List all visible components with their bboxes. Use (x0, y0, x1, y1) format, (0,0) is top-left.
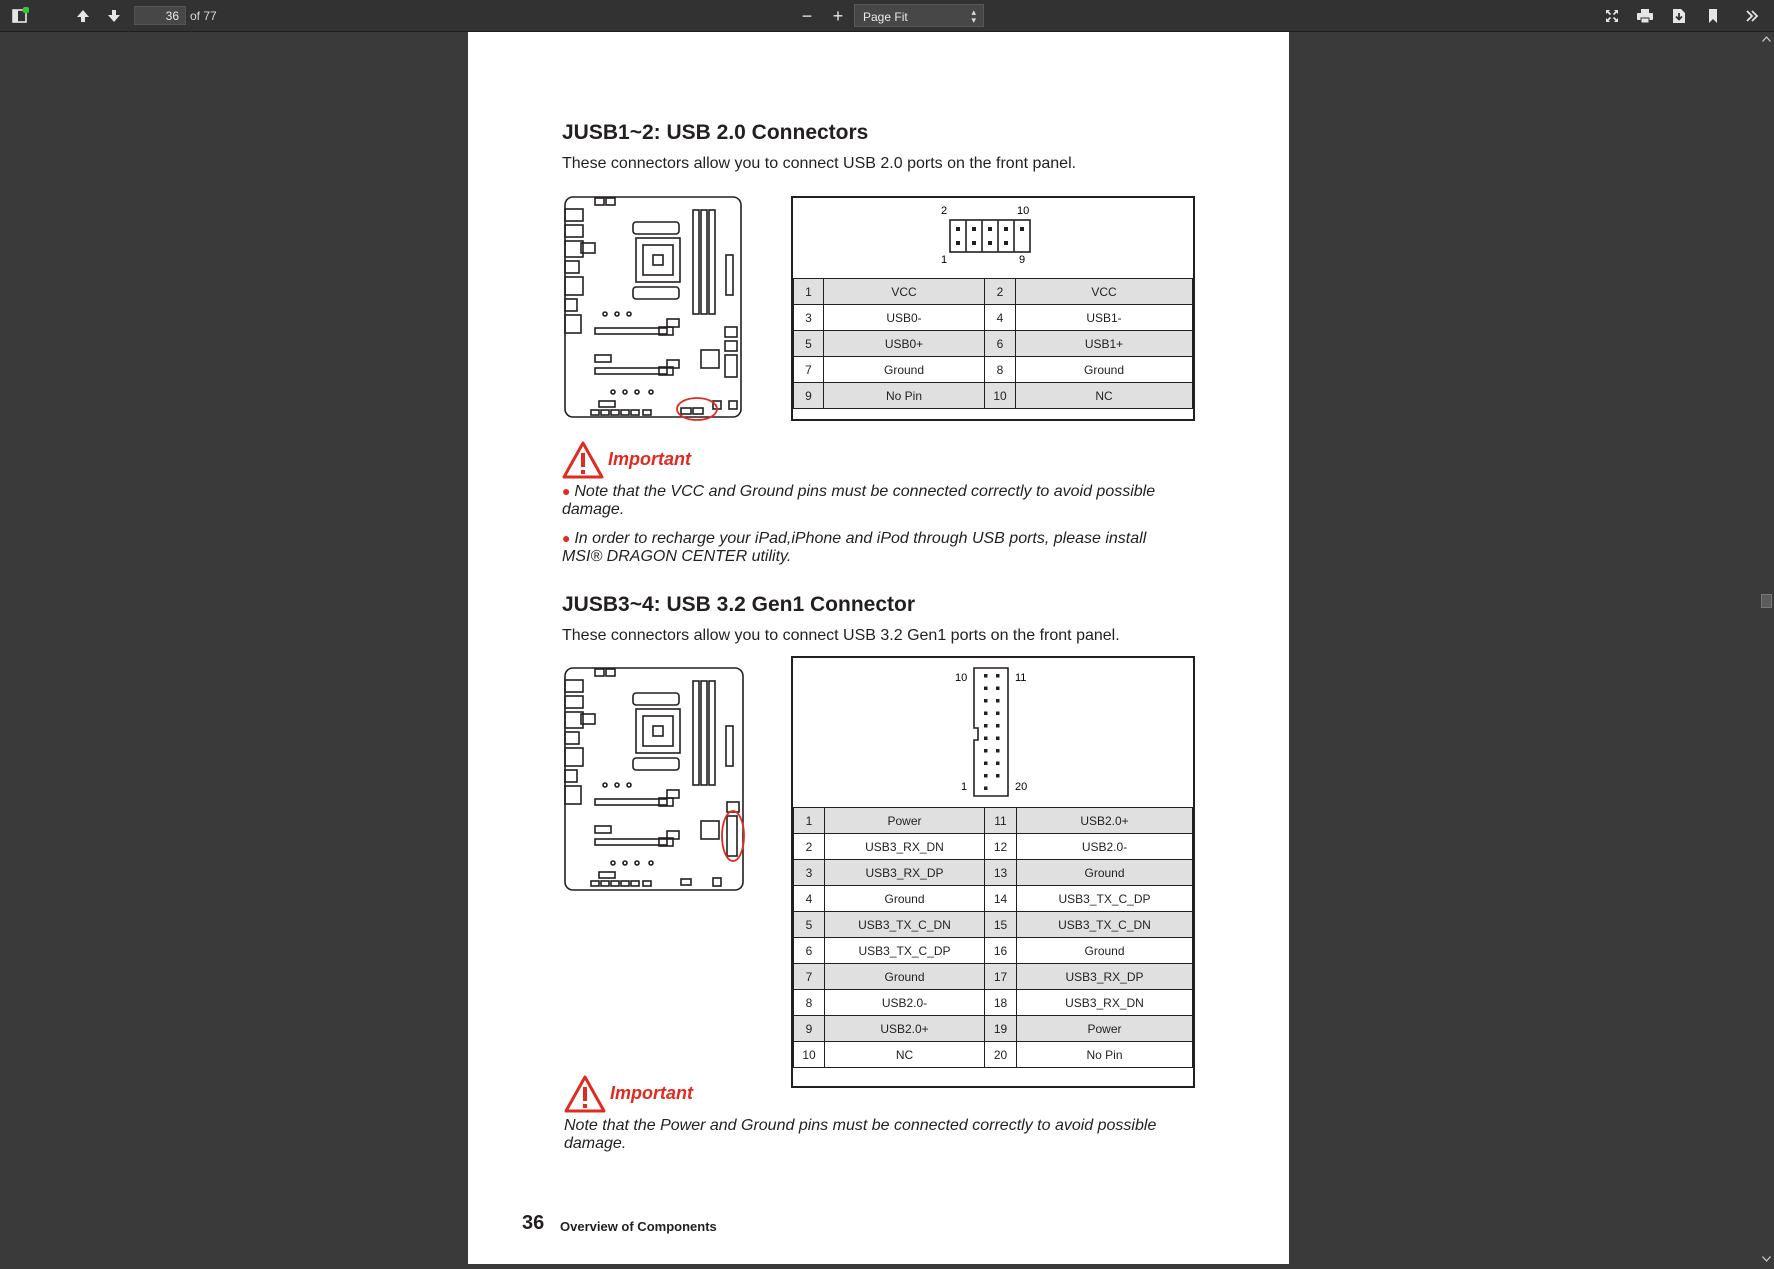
table-cell: 19 (985, 1016, 1017, 1042)
pdf-page (468, 32, 1289, 1264)
table-cell: 4 (985, 305, 1016, 331)
table-row (794, 834, 1193, 860)
table-cell: Ground (824, 357, 985, 383)
header-pin (984, 699, 988, 703)
select-arrows-icon: ▴ ▾ (971, 7, 976, 25)
table-row (794, 990, 1193, 1016)
table-cell: USB3_RX_DN (825, 834, 985, 860)
motherboard-diagram-usb3 (563, 666, 763, 896)
table-cell: 7 (794, 964, 825, 990)
table-cell: USB1+ (1016, 331, 1193, 357)
section-description-usb2: These connectors allow you to connect USB 2.0 ports on the front panel. (562, 155, 1077, 172)
important-note-2-text: In order to recharge your iPad,iPhone and iPod through USB ports, please install MSI® DRAGON CENTER utility. (562, 530, 1147, 565)
pin-label-top-right: 10 (1017, 205, 1030, 217)
table-cell: 5 (794, 912, 825, 938)
header-pin (996, 749, 1000, 753)
header-pin (984, 749, 988, 753)
table-cell: USB1- (1016, 305, 1193, 331)
zoom-in-button[interactable]: + (832, 5, 844, 26)
header-pin (984, 674, 988, 678)
pinout-table-usb2 (793, 278, 1193, 409)
header-pin (996, 762, 1000, 766)
table-cell: 9 (794, 1016, 825, 1042)
pin-label-bottom-left: 1 (941, 254, 948, 266)
table-cell: 15 (985, 912, 1017, 938)
table-row (794, 1016, 1193, 1042)
next-page-icon (106, 8, 122, 24)
important-title: Important (608, 449, 691, 469)
pdf-toolbar (0, 0, 1774, 32)
scroll-down-icon[interactable] (1762, 1256, 1771, 1262)
important-callout-usb2 (562, 441, 722, 481)
previous-page-button[interactable] (72, 0, 94, 32)
table-cell: Ground (825, 886, 985, 912)
table-cell: Power (825, 808, 985, 834)
table-cell: USB2.0+ (1017, 808, 1193, 834)
table-cell: VCC (1016, 279, 1193, 305)
presentation-mode-icon (1604, 8, 1620, 24)
page-number-input[interactable]: 36 (134, 6, 186, 25)
table-cell: USB3_TX_C_DN (1017, 912, 1193, 938)
header-pin (996, 674, 1000, 678)
bookmark-button[interactable] (1701, 0, 1725, 32)
table-row (794, 808, 1193, 834)
zoom-select[interactable] (854, 4, 984, 27)
table-row (794, 357, 1193, 383)
header-pin (984, 762, 988, 766)
header-pin (996, 712, 1000, 716)
table-cell: 17 (985, 964, 1017, 990)
header-pin (996, 699, 1000, 703)
table-cell: 9 (794, 383, 824, 409)
motherboard-diagram-usb2 (563, 195, 748, 423)
table-cell: Ground (825, 964, 985, 990)
previous-page-icon (75, 8, 91, 24)
table-cell: 2 (985, 279, 1016, 305)
header-pin (984, 774, 988, 778)
zoom-select-value: Page Fit (863, 10, 908, 24)
zoom-out-button[interactable]: − (801, 5, 813, 26)
table-cell: 5 (794, 331, 824, 357)
table-row (794, 860, 1193, 886)
table-cell: USB0+ (824, 331, 985, 357)
header-pin (996, 724, 1000, 728)
table-cell: 11 (985, 808, 1017, 834)
table-cell: 20 (985, 1042, 1017, 1068)
bullet-icon: ● (562, 530, 575, 546)
sidebar-toggle-icon (11, 7, 29, 25)
table-row (794, 912, 1193, 938)
table-cell: 16 (985, 938, 1017, 964)
table-cell: 8 (794, 990, 825, 1016)
header-pin (984, 687, 988, 691)
warning-icon (564, 1075, 606, 1113)
table-row (794, 886, 1193, 912)
table-row (794, 331, 1193, 357)
download-button[interactable] (1667, 0, 1691, 32)
table-cell: USB3_RX_DP (825, 860, 985, 886)
pin-label-bottom-right: 20 (1015, 781, 1028, 793)
usb2-header-diagram (949, 219, 1031, 253)
page-number: 36 (522, 1212, 545, 1234)
table-row (794, 279, 1193, 305)
table-row (794, 383, 1193, 409)
table-cell: 1 (794, 279, 824, 305)
table-cell: USB0- (824, 305, 985, 331)
table-row (794, 938, 1193, 964)
header-pin (996, 687, 1000, 691)
table-cell: No Pin (1017, 1042, 1193, 1068)
table-cell: 10 (794, 1042, 825, 1068)
scroll-thumb[interactable] (1761, 594, 1772, 608)
tools-menu-button[interactable] (1740, 0, 1764, 32)
important-note-3: Note that the Power and Ground pins must be connected correctly to avoid possible damage. (564, 1117, 1157, 1152)
table-cell: 18 (985, 990, 1017, 1016)
next-page-button[interactable] (103, 0, 125, 32)
print-icon (1636, 8, 1654, 24)
table-cell: 6 (794, 938, 825, 964)
tools-menu-icon (1744, 8, 1760, 24)
header-pin (984, 712, 988, 716)
scroll-up-icon[interactable] (1762, 36, 1771, 42)
table-row (794, 305, 1193, 331)
table-cell: 7 (794, 357, 824, 383)
table-cell: USB2.0- (1017, 834, 1193, 860)
page-count-label: of 77 (190, 9, 217, 23)
table-cell: Ground (1017, 860, 1193, 886)
table-cell: NC (1016, 383, 1193, 409)
section-title-usb2: JUSB1~2: USB 2.0 Connectors (562, 121, 869, 144)
table-row (794, 964, 1193, 990)
pin-label-bottom-left: 1 (961, 781, 968, 793)
download-icon (1672, 8, 1686, 24)
table-cell: 3 (794, 305, 824, 331)
table-cell: USB3_RX_DP (1017, 964, 1193, 990)
table-cell: Ground (1017, 938, 1193, 964)
pinout-table-usb3 (793, 807, 1193, 1068)
table-cell: USB3_RX_DN (1017, 990, 1193, 1016)
table-cell: 10 (985, 383, 1016, 409)
header-pin (984, 737, 988, 741)
pinout-box-usb2 (791, 196, 1195, 421)
header-pin (984, 787, 988, 791)
usb3-header-diagram (972, 666, 1012, 800)
pin-label-bottom-right: 9 (1019, 254, 1026, 266)
table-cell: 2 (794, 834, 825, 860)
table-cell: USB3_TX_C_DP (1017, 886, 1193, 912)
table-cell: Ground (1016, 357, 1193, 383)
table-cell: 8 (985, 357, 1016, 383)
pin-label-top-right: 11 (1015, 672, 1027, 684)
table-cell: USB3_TX_C_DP (825, 938, 985, 964)
section-description-usb3: These connectors allow you to connect USB 3.2 Gen1 ports on the front panel. (562, 627, 1120, 644)
table-row (794, 1042, 1193, 1068)
table-cell: 4 (794, 886, 825, 912)
table-cell: No Pin (824, 383, 985, 409)
header-pin (996, 737, 1000, 741)
table-cell: 12 (985, 834, 1017, 860)
bookmark-icon (1707, 8, 1719, 24)
table-cell: VCC (824, 279, 985, 305)
section-title-usb3: JUSB3~4: USB 3.2 Gen1 Connector (562, 593, 916, 616)
header-pin (984, 724, 988, 728)
table-cell: NC (825, 1042, 985, 1068)
important-title: Important (610, 1083, 693, 1103)
bullet-icon: ● (562, 483, 575, 499)
warning-icon (562, 441, 604, 479)
pinout-box-usb3 (791, 656, 1195, 1088)
pin-label-top-left: 10 (955, 672, 968, 684)
table-cell: 13 (985, 860, 1017, 886)
table-cell: USB2.0- (825, 990, 985, 1016)
table-cell: USB3_TX_C_DN (825, 912, 985, 938)
presentation-mode-button[interactable] (1600, 0, 1624, 32)
important-note-2 (562, 529, 1182, 566)
table-cell: 3 (794, 860, 825, 886)
table-cell: 6 (985, 331, 1016, 357)
important-note-1-text: Note that the VCC and Ground pins must be connected correctly to avoid possible damage. (562, 483, 1156, 518)
table-cell: 1 (794, 808, 825, 834)
sidebar-toggle-button[interactable] (8, 0, 32, 32)
pin-label-top-left: 2 (941, 205, 948, 217)
table-cell: 14 (985, 886, 1017, 912)
important-callout-usb3 (564, 1075, 724, 1115)
table-cell: USB2.0+ (825, 1016, 985, 1042)
print-button[interactable] (1633, 0, 1657, 32)
footer-section-label: Overview of Components (560, 1219, 717, 1234)
header-pin (996, 774, 1000, 778)
important-note-1 (562, 482, 1182, 519)
table-cell: Power (1017, 1016, 1193, 1042)
vertical-scrollbar[interactable] (1759, 32, 1774, 1269)
